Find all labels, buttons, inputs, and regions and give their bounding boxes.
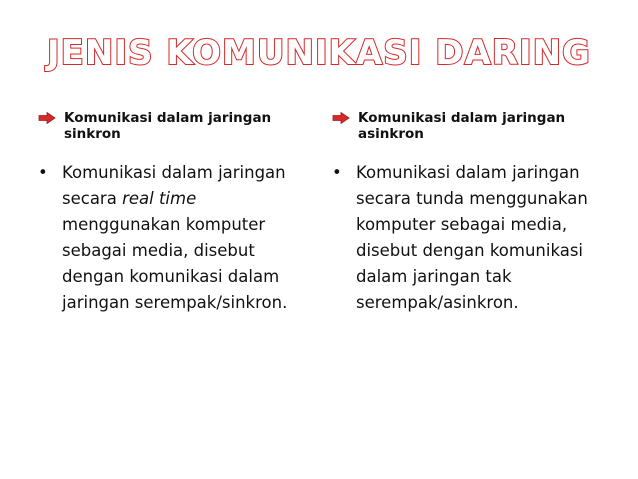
left-bullet-text xyxy=(62,163,287,312)
left-bullet-item xyxy=(38,160,308,316)
bullet-icon: • xyxy=(332,163,342,182)
left-heading xyxy=(38,110,308,142)
right-heading xyxy=(332,110,612,142)
left-column xyxy=(38,110,308,316)
page-title: JENIS KOMUNIKASI DARING xyxy=(47,33,591,73)
left-text-italic: real time xyxy=(122,189,197,208)
red-arrow-icon xyxy=(332,112,350,124)
left-text-part-1: Komunikasi dalam jaringan secara xyxy=(62,163,286,208)
left-heading-label: Komunikasi dalam jaringan sinkron xyxy=(64,110,272,142)
right-heading-label: Komunikasi dalam jaringan asinkron xyxy=(358,110,566,142)
right-bullet-text: Komunikasi dalam jaringan secara tunda menggunakan komputer sebagai media, disebut dengan komunikasi dalam jaringan tak serempak/asinkron. xyxy=(356,163,588,312)
red-arrow-icon xyxy=(38,112,56,124)
bullet-icon: • xyxy=(38,163,48,182)
right-bullet-item xyxy=(332,160,612,316)
left-text-part-2: menggunakan komputer sebagai media, disebut dengan komunikasi dalam jaringan serempak/sinkron. xyxy=(62,215,288,312)
right-column xyxy=(332,110,612,316)
